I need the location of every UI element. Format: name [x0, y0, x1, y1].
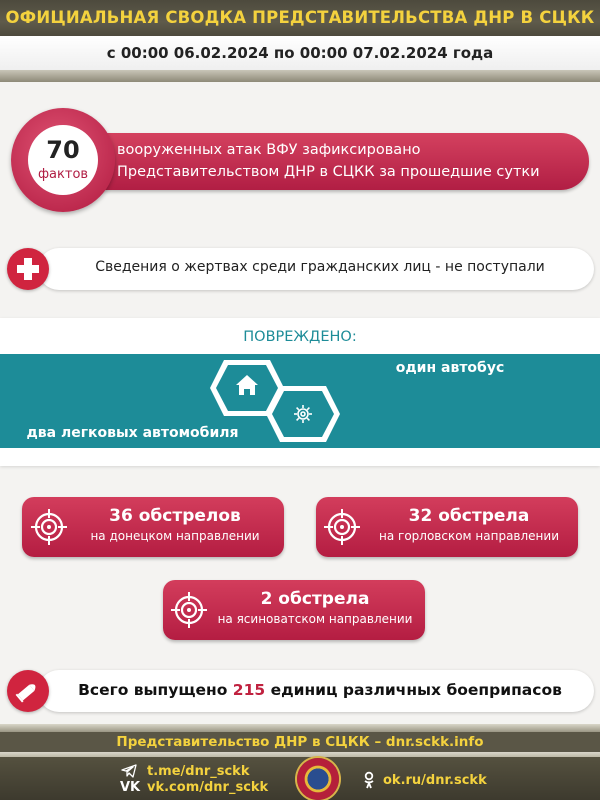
dnr-emblem-icon — [297, 758, 339, 800]
damaged-item-2: два легковых автомобиля — [26, 425, 239, 441]
attacks-count: 70 — [46, 136, 80, 164]
damaged-item-1: один автобус — [395, 360, 505, 376]
ammo-total-prefix: Всего выпущено — [78, 681, 228, 699]
medical-cross-icon — [7, 248, 49, 290]
footer-divider — [0, 724, 600, 732]
ammo-total-suffix: единиц различных боеприпасов — [270, 681, 562, 699]
casualties-text: Сведения о жертвах среди гражданских лиц - не поступали — [95, 259, 545, 275]
page-title: ОФИЦИАЛЬНАЯ СВОДКА ПРЕДСТАВИТЕЛЬСТВА ДНР В СЦКК — [5, 8, 595, 27]
attacks-description — [117, 139, 577, 183]
shelling-direction-gorlovka: на горловском направлении — [379, 529, 559, 543]
attacks-unit: фактов — [37, 167, 89, 182]
attacks-line-1: вооруженных атак ВФУ зафиксировано — [117, 142, 421, 158]
report-period: с 00:00 06.02.2024 по 00:00 07.02.2024 года — [106, 44, 494, 62]
shelling-direction-yasinovataya: на ясиноватском направлении — [217, 612, 413, 626]
shelling-direction-donetsk: на донецком направлении — [90, 529, 260, 543]
shelling-count-gorlovka: 32 обстрела — [408, 506, 530, 526]
vk-icon: VK — [120, 780, 141, 795]
telegram-icon — [121, 764, 137, 778]
target-icon — [30, 508, 68, 546]
odnoklassniki-icon — [363, 771, 375, 789]
damaged-title: ПОВРЕЖДЕНО: — [243, 329, 357, 345]
bullet-icon — [7, 670, 49, 712]
shelling-count-donetsk: 36 обстрелов — [109, 506, 241, 526]
shelling-count-yasinovataya: 2 обстрела — [260, 589, 370, 609]
ok-link[interactable]: ok.ru/dnr.sckk — [383, 773, 487, 788]
ammo-total-number: 215 — [232, 681, 266, 699]
header-divider — [0, 70, 600, 82]
attacks-line-2: Представительством ДНР в СЦКК за прошедшие сутки — [117, 164, 540, 180]
vk-link[interactable]: vk.com/dnr_sckk — [147, 780, 269, 795]
target-icon — [170, 591, 208, 629]
telegram-link[interactable]: t.me/dnr_sckk — [147, 764, 250, 779]
target-icon — [323, 508, 361, 546]
footer-org: Представительство ДНР в СЦКК – dnr.sckk.info — [116, 734, 484, 750]
ammo-total-text — [60, 681, 580, 699]
